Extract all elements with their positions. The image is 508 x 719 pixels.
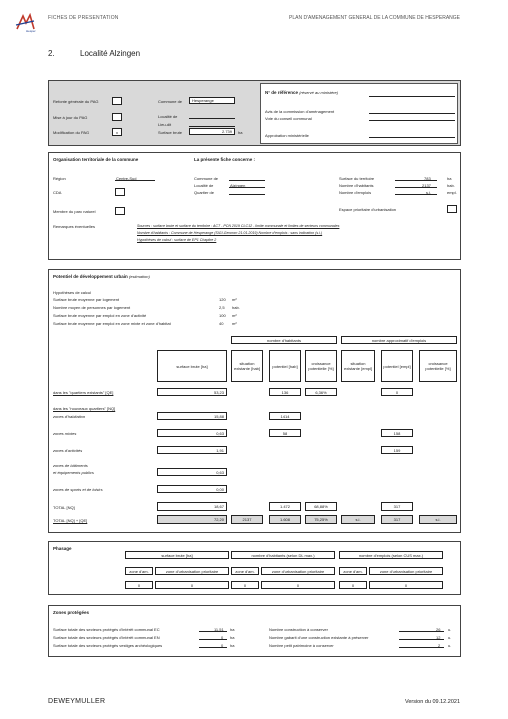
hyp-2-value: 2,5 xyxy=(219,305,225,310)
territoire-value: 783 xyxy=(424,176,431,181)
footer-company: DEWEYMULLER xyxy=(48,698,106,705)
lieudit-label: Lieu-dit xyxy=(158,122,172,127)
page-title: Localité Alzingen xyxy=(80,49,141,58)
ph-val-2: 0 xyxy=(155,581,229,589)
zp-1-unit: ha xyxy=(230,627,235,632)
zp-3-line xyxy=(199,647,227,648)
quartier-field[interactable] xyxy=(229,194,265,195)
hyp-4-label: Surface brute moyenne par emploi en zone mixte et zone d'habitat xyxy=(53,321,171,326)
ph-val-4: 0 xyxy=(261,581,335,589)
zp-1-value2: 26 xyxy=(436,627,441,632)
zones-protegees-section xyxy=(48,605,461,657)
zp-2-unit2: u. xyxy=(448,635,452,640)
remarques-label: Remarques éventuelles xyxy=(53,224,96,229)
zp-1-line xyxy=(199,631,227,632)
organisation-section xyxy=(48,152,461,260)
region-label: Région xyxy=(53,176,66,181)
localite2-field[interactable] xyxy=(229,187,265,188)
zp-1-label2: Nombre construction à conserver xyxy=(269,627,328,632)
organisation-heading: Organisation territoriale de la commune xyxy=(53,157,139,162)
surface-brute-label: Surface brute xyxy=(158,130,183,135)
phasage-emplois-header: nombre d'emplois (selon CUS max.) xyxy=(339,551,443,559)
surface-brute-unit: ha xyxy=(238,130,243,135)
col-potentiel-hab: potentiel [hab] xyxy=(269,350,301,382)
maj-checkbox[interactable] xyxy=(112,113,122,121)
footer-version: Version du 09.12.2021 xyxy=(404,699,460,705)
zp-3-value: 0 xyxy=(221,643,224,648)
zh-label: zones d'habitation xyxy=(53,414,86,419)
identification-section xyxy=(48,80,461,146)
parc-checkbox[interactable] xyxy=(115,207,125,215)
phasage-section xyxy=(48,541,461,595)
hyp-3-label: Surface brute moyenne par emploi en zone d'activité xyxy=(53,313,147,318)
hyp-4-value: 40 xyxy=(219,321,224,326)
total-nq-croissance: 68,88% xyxy=(305,502,337,511)
col-croissance-hab: croissance potentielle [%] xyxy=(305,350,337,382)
header-right-title: PLAN D'AMENAGEMENT GENERAL DE LA COMMUNE DE HESPERANGE xyxy=(289,15,460,21)
col-surface-brute: surface brute [ha] xyxy=(157,350,227,382)
ph-e-zone: zone d'am. xyxy=(339,567,367,575)
fiche-concerne-heading: La présente fiche concerne : xyxy=(194,157,256,162)
region-value: Centre-Sud xyxy=(116,176,137,181)
zs-surface: 0,00 xyxy=(157,485,227,493)
total-nq-potentiel-emp: 317 xyxy=(381,502,413,511)
quartier-label: Quartier de xyxy=(194,190,215,195)
col-situation-emp: situation existante [empl] xyxy=(341,350,375,382)
commune2-field[interactable] xyxy=(229,180,265,181)
zm-label: zones mixtes xyxy=(53,431,77,436)
localite2-value: Alzingen xyxy=(230,183,246,188)
avis-field[interactable] xyxy=(369,113,455,114)
hyp-3-unit: m² xyxy=(232,313,237,318)
hesperange-logo xyxy=(14,13,36,33)
remarque-1: Sources : surface brute et surface du territoire : ACT - PCN 2019 CLC12 - limite communale et limites de secteurs communales xyxy=(137,224,340,228)
zones-protegees-heading: Zones protégées xyxy=(53,610,90,615)
hyp-2-unit: hab. xyxy=(232,305,240,310)
zp-2-value2: 12 xyxy=(436,635,441,640)
lieudit-field[interactable] xyxy=(189,126,235,127)
commune-field[interactable]: Hesperange xyxy=(189,97,235,104)
modif-label: Modification du PAG xyxy=(53,130,90,135)
cda-label: CDA xyxy=(53,190,62,195)
zp-1-label: Surface totale des secteurs protégés d'intérêt communal EC xyxy=(53,627,160,632)
grp-emplois-header: nombre approximatif d'emplois xyxy=(341,336,457,344)
total-nq-label: TOTAL [NQ] xyxy=(53,505,75,510)
zp-2-unit: ha xyxy=(230,635,235,640)
hyp-1-value: 120 xyxy=(219,297,226,302)
qe-label: dans les "quartiers existants" [QE] xyxy=(53,390,114,395)
zp-2-label2: Nombre gabarit d'une construction existante à préserver xyxy=(269,635,369,640)
hypotheses-label: Hypothèses de calcul xyxy=(53,290,92,295)
ph-s-zone: zone d'am. xyxy=(125,567,153,575)
emplois-value: s.i. xyxy=(426,190,432,195)
phasage-habitants-header: nombre d'habitants (selon DL max.) xyxy=(231,551,335,559)
zp-2-label: Surface totale des secteurs protégés d'intérêt communal EN xyxy=(53,635,160,640)
localite-label: Localité de xyxy=(158,114,178,119)
total-nq-surface: 18,67 xyxy=(157,502,227,511)
emplois-line xyxy=(395,194,437,195)
zp-3-line2 xyxy=(399,647,444,648)
svg-text:Hesper: Hesper xyxy=(26,29,36,33)
za-label: zones d'activités xyxy=(53,448,83,453)
zp-3-unit2: u. xyxy=(448,643,452,648)
hyp-1-unit: m² xyxy=(232,297,237,302)
modif-checkbox[interactable]: x xyxy=(112,128,122,136)
habitants-label: Nombre d'habitants xyxy=(339,183,374,188)
col-croissance-emp: croissance potentielle [%] xyxy=(419,350,457,382)
vote-label: Vote du conseil communal xyxy=(265,116,312,121)
commune2-label: Commune de xyxy=(194,176,219,181)
ph-e-prio: zone d'urbanisation prioritaire xyxy=(369,567,443,575)
total-nq-potentiel: 1.472 xyxy=(269,502,301,511)
nq-label: dans les "nouveaux quartiers" [NQ] xyxy=(53,406,116,411)
habitants-line xyxy=(395,187,437,188)
maj-label: Mise à jour du PAG xyxy=(53,115,88,120)
localite2-label: Localité de xyxy=(194,183,214,188)
emplois-label: Nombre d'emplois xyxy=(339,190,372,195)
zp-3-value2: 2 xyxy=(438,643,441,648)
potentiel-section xyxy=(48,269,461,533)
zp-1-unit2: u. xyxy=(448,627,452,632)
total-potentiel: 1.608 xyxy=(269,515,301,524)
zp-2-line2 xyxy=(399,639,444,640)
za-surface: 1,91 xyxy=(157,446,227,454)
qe-croissance: 6,36% xyxy=(305,388,337,396)
habitants-unit: hab. xyxy=(447,183,455,188)
zp-3-unit: ha xyxy=(230,643,235,648)
refonte-label: Refonte générale du PAG xyxy=(53,99,99,104)
refonte-checkbox[interactable] xyxy=(112,97,122,105)
zp-2-line xyxy=(199,639,227,640)
ph-val-1: 0 xyxy=(125,581,153,589)
ph-s-prio: zone d'urbanisation prioritaire xyxy=(155,567,229,575)
ref-field[interactable] xyxy=(369,96,455,97)
zp-1-line2 xyxy=(399,631,444,632)
ph-val-3: 0 xyxy=(231,581,259,589)
surface-brute-field[interactable]: 2.739 xyxy=(189,128,235,135)
zp-1-value: 11,51 xyxy=(214,627,224,632)
ref-hint: (réservé au ministère) xyxy=(299,90,339,95)
zp-3-label2: Nombre petit patrimoine à conserver xyxy=(269,643,334,648)
qe-surface: 53,23 xyxy=(157,388,227,396)
approbation-label: Approbation ministérielle xyxy=(265,133,309,138)
header-left-title: FICHES DE PRESENTATION xyxy=(48,15,119,21)
remarque-2: Nombre d'habitants : Commune de Hesperange (SIGI-Geocom 21.01.2019) Nombre d'emplois : sans indication (s.i.) xyxy=(137,231,323,235)
zh-surface: 15,88 xyxy=(157,412,227,420)
parc-label: Membre du parc naturel xyxy=(53,209,96,214)
total-croissance: 75,25% xyxy=(305,515,337,524)
total-situation-emp: s.i. xyxy=(341,515,375,524)
col-potentiel-emp: potentiel [empl] xyxy=(381,350,413,382)
approbation-field[interactable] xyxy=(369,137,455,138)
reference-panel xyxy=(260,83,458,144)
avis-label: Avis de la commission d'aménagement xyxy=(265,109,335,114)
commune-label: Commune de xyxy=(158,99,183,104)
territoire-unit: ha xyxy=(447,176,452,181)
qe-potentiel-emp: 0 xyxy=(381,388,413,396)
zp-3-label: Surface totale des secteurs protégés vestiges archéologiques xyxy=(53,643,163,648)
total-situation: 2137 xyxy=(231,515,263,524)
habitants-value: 2137 xyxy=(422,183,431,188)
espace-checkbox[interactable] xyxy=(447,205,457,213)
col-situation-hab: situation existante [hab] xyxy=(231,350,263,382)
zb-label-2: et équipements publics xyxy=(53,470,94,475)
vote-field[interactable] xyxy=(369,120,455,121)
total-potentiel-emp: 317 xyxy=(381,515,413,524)
total-label: TOTAL [NQ] + [QE] xyxy=(53,518,88,523)
qe-potentiel: 136 xyxy=(269,388,301,396)
zm-potentiel: 58 xyxy=(269,429,301,437)
localite-field[interactable] xyxy=(189,118,235,119)
territoire-label: Surface du territoire xyxy=(339,176,375,181)
ref-label: N° de référence xyxy=(265,90,299,95)
section-number: 2. xyxy=(48,49,55,58)
hyp-1-label: Surface brute moyenne par logement xyxy=(53,297,120,302)
grp-habitants-header: nombre d'habitants xyxy=(231,336,337,344)
potentiel-hint: (estimation) xyxy=(128,274,150,279)
zb-surface: 0,63 xyxy=(157,468,227,476)
potentiel-heading: Potentiel de développement urbain xyxy=(53,274,128,279)
ph-val-5: 0 xyxy=(339,581,367,589)
phasage-heading: Phasage xyxy=(53,546,72,551)
zm-surface: 0,63 xyxy=(157,429,227,437)
espace-label: Espace prioritaire d'urbanisation xyxy=(339,207,397,212)
ph-h-zone: zone d'am. xyxy=(231,567,259,575)
ph-h-prio: zone d'urbanisation prioritaire xyxy=(261,567,335,575)
zh-potentiel: 1414 xyxy=(269,412,301,420)
emplois-unit: empl. xyxy=(447,190,457,195)
ph-val-6: 0 xyxy=(369,581,443,589)
phasage-surface-header: surface brute [ha] xyxy=(125,551,229,559)
cda-checkbox[interactable] xyxy=(115,188,125,196)
zp-2-value: 0 xyxy=(221,635,224,640)
zs-label: zones de sports et de loisirs xyxy=(53,487,103,492)
hyp-3-value: 100 xyxy=(219,313,226,318)
total-croissance-emp: s.i. xyxy=(419,515,457,524)
hyp-4-unit: m² xyxy=(232,321,237,326)
total-surface: 72,20 xyxy=(157,515,227,524)
zm-potentiel-emp: 158 xyxy=(381,429,413,437)
za-potentiel-emp: 159 xyxy=(381,446,413,454)
remarque-3: Hypothèses de calcul : surface de EP1 Chapitre 2 xyxy=(137,238,217,242)
territoire-line xyxy=(395,180,437,181)
zb-label-1: zones de bâtiments xyxy=(53,463,88,468)
hyp-2-label: Nombre moyen de personnes par logement xyxy=(53,305,131,310)
